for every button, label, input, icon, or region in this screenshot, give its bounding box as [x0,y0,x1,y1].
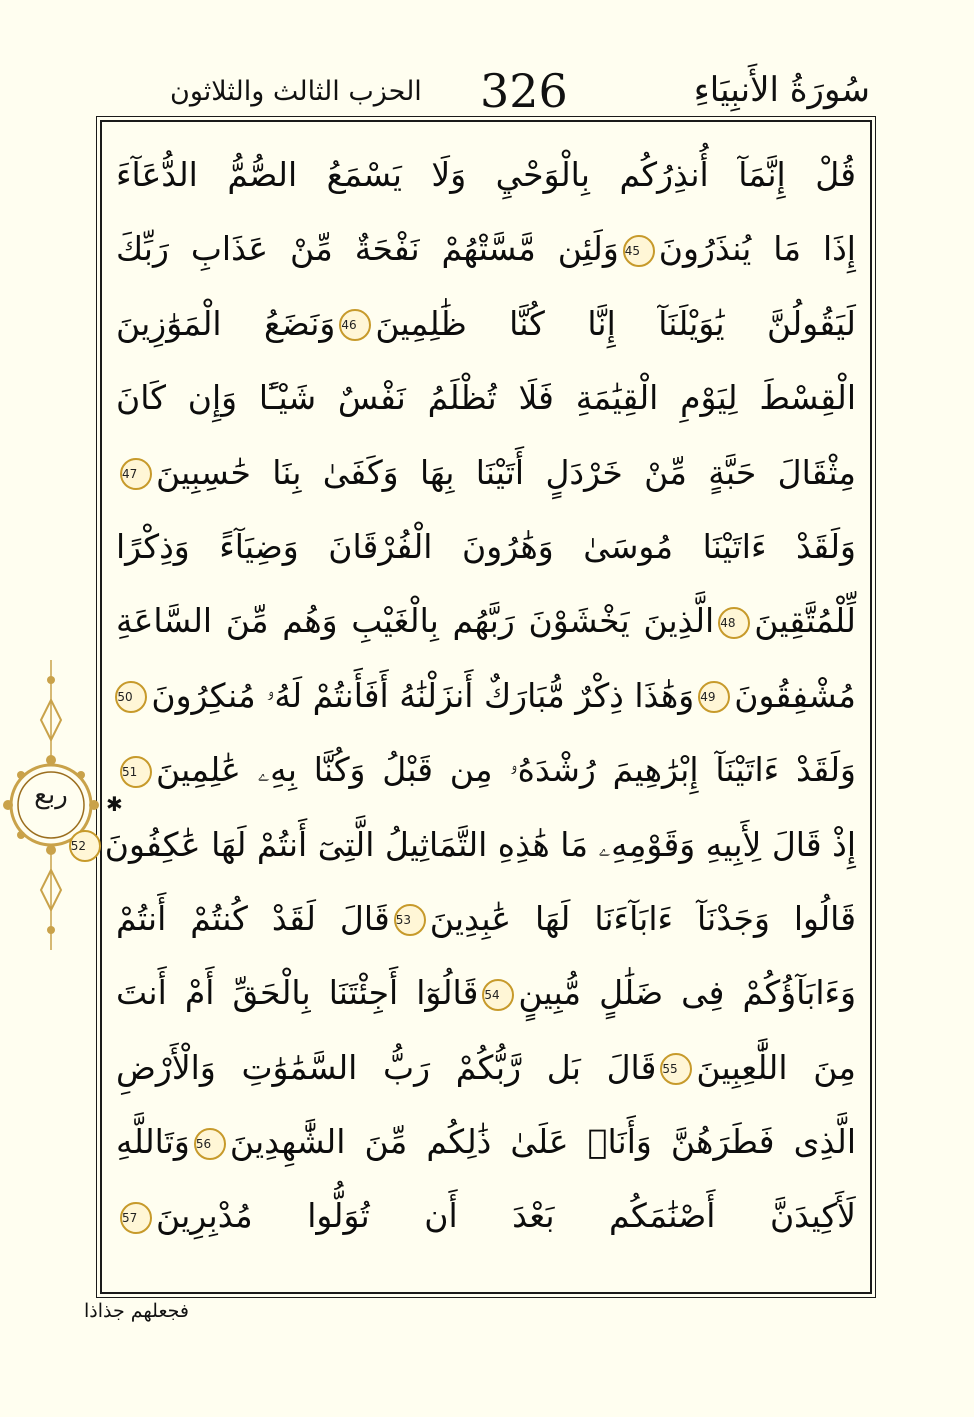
verse-text: لَأَكِيدَنَّ أَصْنَٰمَكُم بَعْدَ أَن تُوَلُّوا مُدْبِرِينَ [156,1196,856,1236]
verse-text: وَهَٰذَا ذِكْرٌ مُّبَارَكٌ أَنزَلْنَٰهُ أَفَأَنتُمْ لَهُۥ مُنكِرُونَ [151,675,695,715]
verse-text: وَلَئِن مَّسَّتْهُمْ نَفْحَةٌ مِّنْ عَذَابِ رَبِّكَ [116,229,619,269]
verse-line [116,1179,856,1253]
ayah-marker: 54 [482,979,514,1011]
verse-text: مِنَ اللَّٰعِبِينَ [696,1047,856,1087]
verse-line [116,138,856,212]
verse-text: وَنَضَعُ الْمَوَٰزِينَ [116,303,336,343]
page-header [100,62,870,124]
hizb-label: الحزب الثالث والثلاثون [170,76,422,107]
page-number: 326 [480,64,568,118]
verse-line [116,956,856,1030]
verse-text: لِّلْمُتَّقِينَ [754,601,856,641]
verse-line [116,287,856,361]
verse-text: قَالَ لَقَدْ كُنتُمْ أَنتُمْ [116,898,390,938]
ayah-marker: 46 [339,309,371,341]
verse-line [70,808,856,882]
verse-line [116,436,856,510]
rub-star-icon: ✱ [106,792,123,816]
verse-text: إِذَا مَا يُنذَرُونَ [658,229,856,269]
ayah-marker: 47 [120,458,152,490]
ayah-marker: 50 [115,681,147,713]
ayah-marker: 48 [718,607,750,639]
ayah-marker: 57 [120,1202,152,1234]
ayah-marker: 56 [194,1128,226,1160]
verse-line [116,659,856,733]
verse-line [116,733,856,807]
verse-text: الَّذِى فَطَرَهُنَّ وَأَنَا۠ عَلَىٰ ذَٰلِكُم مِّنَ الشَّٰهِدِينَ [229,1122,856,1162]
verse-text: وَءَابَآؤُكُمْ فِى ضَلَٰلٍ مُّبِينٍ [518,973,856,1013]
verse-text: وَلَقَدْ ءَاتَيْنَآ إِبْرَٰهِيمَ رُشْدَهُۥ مِن قَبْلُ وَكُنَّا بِهِۦ عَٰلِمِينَ [156,750,856,790]
ayah-marker: 45 [623,235,655,267]
verse-text: قَالُوا وَجَدْنَآ ءَابَآءَنَا لَهَا عَٰبِدِينَ [429,898,856,938]
ayah-marker: 53 [394,904,426,936]
surah-title: سُورَةُ الأَنبِيَاءِ [693,70,870,110]
verse-text: مُشْفِقُونَ [734,675,856,715]
verse-text: قَالَ بَل رَّبُّكُمْ رَبُّ السَّمَٰوَٰتِ وَالْأَرْضِ [116,1047,657,1087]
verse-text: مِثْقَالَ حَبَّةٍ مِّنْ خَرْدَلٍ أَتَيْنَا بِهَا وَكَفَىٰ بِنَا حَٰسِبِينَ [156,452,856,492]
ayah-marker: 55 [660,1053,692,1085]
verse-line [116,1031,856,1105]
verse-text: لَيَقُولُنَّ يَٰوَيْلَنَآ إِنَّا كُنَّا ظَٰلِمِينَ [375,303,856,343]
verse-line [116,361,856,435]
verse-text: إِذْ قَالَ لِأَبِيهِ وَقَوْمِهِۦ مَا هَٰذِهِ التَّمَاثِيلُ الَّتِىٓ أَنتُمْ لَهَا عَٰكِفُونَ [104,824,856,864]
ayah-marker: 49 [698,681,730,713]
verse-lines [70,138,856,1254]
rub-label: ربع [34,780,68,810]
verse-text: قُلْ إِنَّمَآ أُنذِرُكُم بِالْوَحْيِ وَلَا يَسْمَعُ الصُّمُّ الدُّعَآءَ [116,155,856,194]
ayah-marker: 52 [69,830,101,862]
verse-line [116,882,856,956]
verse-line [116,510,856,584]
verse-line [116,1105,856,1179]
ayah-marker: 51 [120,756,152,788]
verse-line [116,584,856,658]
verse-text: قَالُوٓا أَجِئْتَنَا بِالْحَقِّ أَمْ أَنتَ [116,973,479,1013]
verse-line [116,212,856,286]
catchword: فجعلهم جذاذا [84,1300,189,1322]
verse-text: الْقِسْطَ لِيَوْمِ الْقِيَٰمَةِ فَلَا تُظْلَمُ نَفْسٌ شَيْـًٔا وَإِن كَانَ [116,378,856,418]
verse-text: الَّذِينَ يَخْشَوْنَ رَبَّهُم بِالْغَيْبِ وَهُم مِّنَ السَّاعَةِ [116,601,715,641]
verse-text: وَتَاللَّهِ [116,1122,190,1162]
verse-text: وَلَقَدْ ءَاتَيْنَا مُوسَىٰ وَهَٰرُونَ الْفُرْقَانَ وَضِيَآءً وَذِكْرًا [116,526,856,566]
